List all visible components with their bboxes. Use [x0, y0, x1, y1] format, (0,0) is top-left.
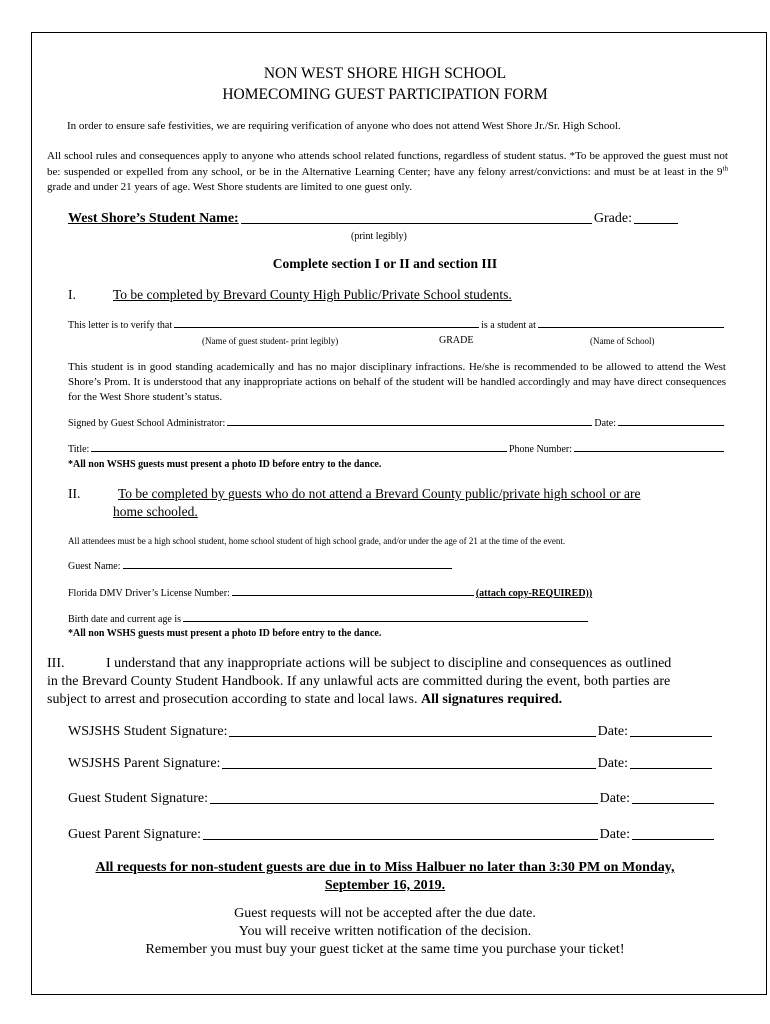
grade-label: Grade: [593, 211, 632, 226]
administrator-signature-field[interactable] [227, 425, 592, 426]
student-name-row [68, 211, 680, 227]
verify-mid: is a student at [481, 320, 536, 331]
birth-date-age-field[interactable] [183, 621, 588, 622]
guest-parent-signature-row [68, 827, 716, 843]
guest-student-signature-row [68, 791, 716, 807]
guest-name-row [68, 561, 454, 572]
section2-numeral: II. [68, 486, 81, 501]
license-row [68, 588, 634, 599]
student-signature-row [68, 724, 714, 740]
student-name-field[interactable] [241, 223, 592, 224]
birth-row [68, 614, 590, 625]
license-label: Florida DMV Driver’s License Number: [68, 588, 230, 599]
guest-parent-signature-date-label: Date: [599, 827, 630, 842]
rules-paragraph [47, 149, 728, 196]
parent-signature-label: WSJSHS Parent Signature: [68, 756, 221, 771]
signed-row [68, 418, 726, 429]
signed-date-label: Date: [594, 418, 616, 429]
title-row [68, 444, 726, 455]
rules-superscript: th [722, 163, 728, 172]
note-grade: GRADE [439, 335, 474, 346]
student-signature-date-label: Date: [597, 724, 628, 739]
signatures-required: All signatures required. [421, 692, 563, 707]
student-name-label: West Shore’s Student Name: [68, 211, 239, 226]
section3-line1: I understand that any inappropriate actions will be subject to discipline and consequences as outlined [106, 656, 672, 671]
section1-photo-note: *All non WSHS guests must present a photo ID before entry to the dance. [68, 459, 382, 470]
phone-label: Phone Number: [508, 444, 572, 455]
print-legibly-note: (print legibly) [351, 231, 407, 242]
guest-student-signature-label: Guest Student Signature: [68, 791, 208, 806]
license-number-field[interactable] [232, 595, 474, 596]
guest-name-field[interactable] [123, 568, 453, 569]
footer-note-1: Guest requests will not be accepted after the due date. [234, 906, 536, 921]
complete-instruction: Complete section I or II and section III [272, 256, 498, 271]
school-name-field[interactable] [538, 327, 724, 328]
parent-signature-row [68, 756, 714, 772]
verification-text: In order to ensure safe festivities, we are requiring verification of anyone who does not attend West Shore Jr./Sr. High School. [67, 120, 621, 132]
guest-parent-signature-field[interactable] [203, 839, 598, 840]
section2-photo-note: *All non WSHS guests must present a photo ID before entry to the dance. [68, 628, 382, 639]
title-label: Title: [68, 444, 90, 455]
due-notice-line2: September 16, 2019. [324, 878, 446, 893]
section1-numeral: I. [68, 287, 76, 302]
form-title-line2: HOMECOMING GUEST PARTICIPATION FORM [222, 86, 548, 103]
parent-signature-date-field[interactable] [630, 768, 712, 769]
rules-text-part2: grade and under 21 years of age. West Shore students are limited to one guest only. [47, 181, 413, 193]
note-school: (Name of School) [590, 336, 655, 346]
administrator-date-field[interactable] [618, 425, 724, 426]
footer-note-3: Remember you must buy your guest ticket at the same time you purchase your ticket! [145, 942, 625, 957]
note-guest-name: (Name of guest student- print legibly) [202, 336, 339, 346]
student-signature-field[interactable] [229, 736, 595, 737]
section3-line3-text: subject to arrest and prosecution according to state and local laws. [47, 692, 418, 707]
guest-parent-signature-label: Guest Parent Signature: [68, 827, 201, 842]
parent-signature-date-label: Date: [597, 756, 628, 771]
birth-label: Birth date and current age is [68, 614, 182, 625]
standing-paragraph: This student is in good standing academically and has no major disciplinary infractions. He/she is recommended to be allowed to attend the West Shore’s Prom. It is understood that any inappropriate actions on behalf of the student will be handled accordingly and may have direct consequences for the West Shore student’s status. [68, 361, 726, 403]
guest-student-signature-date-field[interactable] [632, 803, 714, 804]
section3-line3 [47, 692, 562, 708]
guest-student-signature-date-label: Date: [599, 791, 630, 806]
verify-prefix: This letter is to verify that [68, 320, 173, 331]
section2-heading-line1: To be completed by guests who do not attend a Brevard County public/private high school or are [118, 486, 641, 501]
signed-label: Signed by Guest School Administrator: [68, 418, 226, 429]
guest-student-signature-field[interactable] [210, 803, 598, 804]
attach-copy-note: (attach copy-REQUIRED)) [475, 588, 593, 599]
guest-parent-signature-date-field[interactable] [632, 839, 714, 840]
section3-line2: in the Brevard County Student Handbook. If any unlawful acts are committed during the event, both parties are [47, 674, 671, 689]
section2-heading-line2: home schooled. [113, 504, 198, 519]
title-field[interactable] [91, 451, 507, 452]
verify-row [68, 320, 726, 331]
section1-heading: To be completed by Brevard County High Public/Private School students. [113, 287, 512, 302]
parent-signature-field[interactable] [222, 768, 595, 769]
student-signature-label: WSJSHS Student Signature: [68, 724, 228, 739]
grade-field[interactable] [634, 223, 678, 224]
attendees-text: All attendees must be a high school student, home school student of high school grade, and/or under the age of 21 at the time of the event. [68, 536, 566, 546]
phone-field[interactable] [574, 451, 724, 452]
guest-student-name-field[interactable] [174, 327, 479, 328]
footer-note-2: You will receive written notification of the decision. [238, 924, 532, 939]
guest-name-label: Guest Name: [68, 561, 121, 572]
section3-numeral: III. [47, 656, 65, 671]
form-title-line1: NON WEST SHORE HIGH SCHOOL [263, 65, 507, 82]
rules-text-part1: All school rules and consequences apply to anyone who attends school related functions, regardless of student status. *To be approved the guest must not be: suspended or expelled from any school, or be in the Alternative Learning Center; have any felony arrest/convictions: and must be at least in the 9 [47, 150, 728, 178]
due-notice-line1: All requests for non-student guests are due in to Miss Halbuer no later than 3:30 PM on Monday, [95, 860, 675, 875]
student-signature-date-field[interactable] [630, 736, 712, 737]
